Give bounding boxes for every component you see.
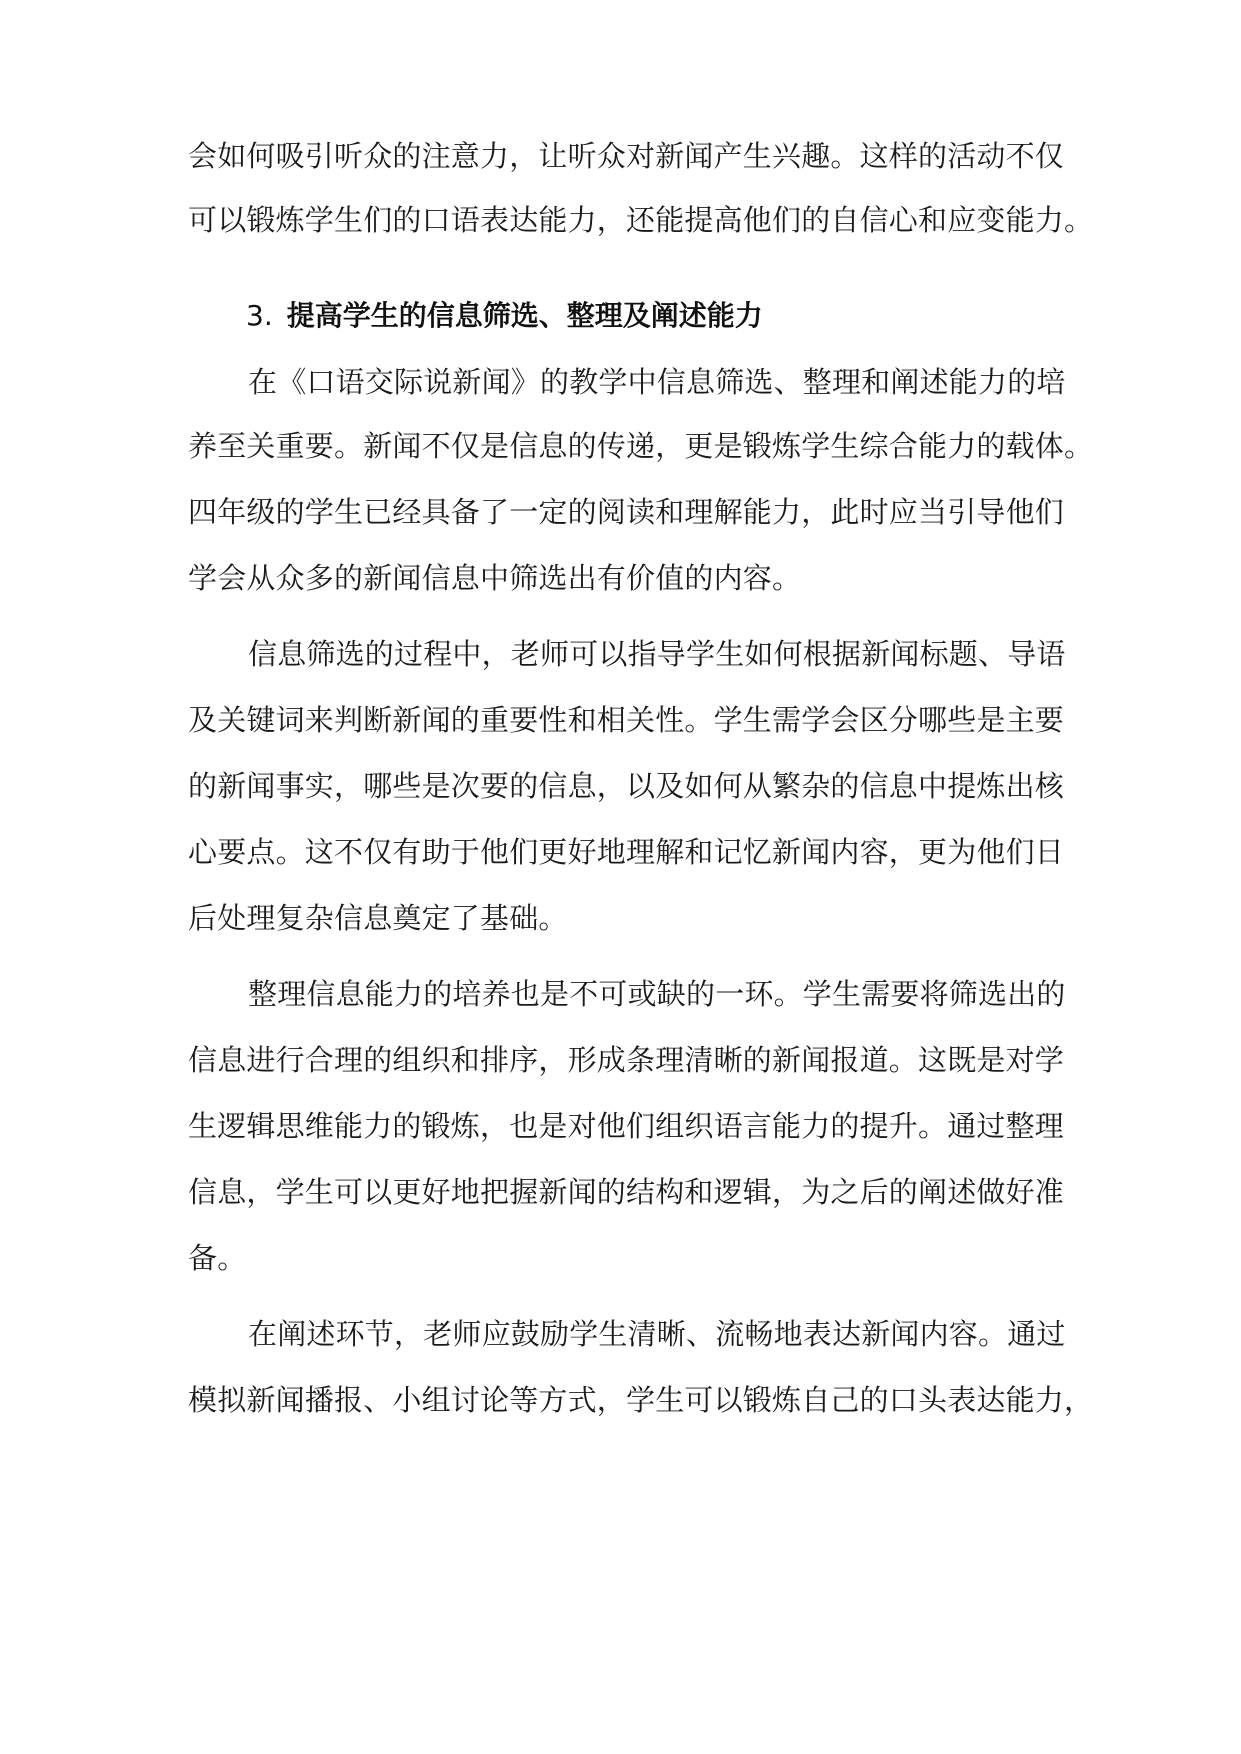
paragraph-line: 心要点。这不仅有助于他们更好地理解和记忆新闻内容，更为他们日 <box>188 835 1065 869</box>
section-title: 提高学生的信息筛选、整理及阐述能力 <box>286 299 763 332</box>
paragraph-line: 整理信息能力的培养也是不可或缺的一环。学生需要将筛选出的 <box>248 977 1066 1011</box>
paragraph-line: 后处理复杂信息奠定了基础。 <box>188 901 568 935</box>
paragraph-line: 备。 <box>188 1241 247 1275</box>
paragraph-line: 学会从众多的新闻信息中筛选出有价值的内容。 <box>188 561 802 595</box>
paragraph-line: 信息，学生可以更好地把握新闻的结构和逻辑，为之后的阐述做好准 <box>188 1175 1065 1209</box>
section-heading <box>246 294 763 338</box>
paragraph-line: 养至关重要。新闻不仅是信息的传递，更是锻炼学生综合能力的载体。 <box>188 429 1094 463</box>
paragraph-line: 在阐述环节，老师应鼓励学生清晰、流畅地表达新闻内容。通过 <box>248 1317 1066 1351</box>
paragraph-line: 四年级的学生已经具备了一定的阅读和理解能力，此时应当引导他们 <box>188 495 1065 529</box>
paragraph-line: 生逻辑思维能力的锻炼，也是对他们组织语言能力的提升。通过整理 <box>188 1109 1065 1143</box>
paragraph-line: 模拟新闻播报、小组讨论等方式，学生可以锻炼自己的口头表达能力， <box>188 1383 1094 1417</box>
paragraph-line: 的新闻事实，哪些是次要的信息，以及如何从繁杂的信息中提炼出核 <box>188 769 1065 803</box>
continuation-line: 可以锻炼学生们的口语表达能力，还能提高他们的自信心和应变能力。 <box>188 203 1094 237</box>
paragraph-line: 信息进行合理的组织和排序，形成条理清晰的新闻报道。这既是对学 <box>188 1043 1065 1077</box>
paragraph-line: 信息筛选的过程中，老师可以指导学生如何根据新闻标题、导语 <box>248 637 1066 671</box>
paragraph-line: 在《口语交际说新闻》的教学中信息筛选、整理和阐述能力的培 <box>248 365 1066 399</box>
continuation-line: 会如何吸引听众的注意力，让听众对新闻产生兴趣。这样的活动不仅 <box>188 139 1065 173</box>
section-number: 3. <box>246 299 273 332</box>
paragraph-line: 及关键词来判断新闻的重要性和相关性。学生需学会区分哪些是主要 <box>188 703 1065 737</box>
